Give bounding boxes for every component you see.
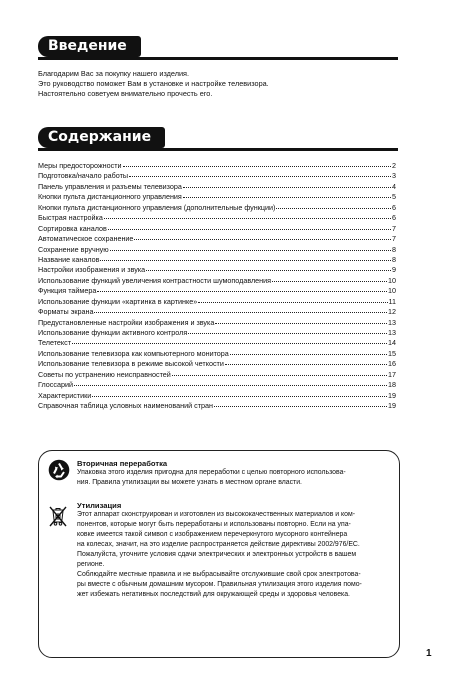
- recycling-line: Упаковка этого изделия пригодна для переработки с целью повторного использова-: [77, 469, 346, 476]
- toc-dot-leader: [146, 263, 391, 271]
- disposal-line: жет избежать негативных последствий для окружающей среды и здоровья человека.: [77, 591, 350, 598]
- toc-entry-page: 9: [392, 265, 396, 275]
- recycle-icon: [48, 459, 70, 481]
- toc-entry-title: Использование телевизора в режиме высокой четкости: [38, 359, 224, 369]
- toc-entry-page: 6: [392, 213, 396, 223]
- toc-entry-page: 7: [392, 234, 396, 244]
- toc-entry-title: Функция таймера: [38, 286, 97, 296]
- toc-dot-leader: [272, 274, 387, 282]
- disposal-line: регионе.: [77, 561, 105, 568]
- toc-dot-leader: [92, 389, 387, 397]
- disposal-line: Соблюдайте местные правила и не выбрасывайте отслужившие свой срок электротова-: [77, 571, 361, 578]
- toc-entry-page: 13: [388, 317, 396, 327]
- toc-entry-page: 3: [392, 171, 396, 181]
- toc-dot-leader: [123, 159, 391, 167]
- intro-line: Благодарим Вас за покупку нашего изделия.: [38, 69, 190, 78]
- toc-entry-title: Панель управления и разъемы телевизора: [38, 181, 182, 191]
- toc-entry-page: 12: [388, 307, 396, 317]
- disposal-line: ковке имеется такой символ с изображением перечеркнутого мусорного контейнера: [77, 531, 348, 538]
- toc-entry-title: Автоматическое сохранение: [38, 234, 134, 244]
- toc-entry-page: 6: [392, 202, 396, 212]
- environment-info-box: [38, 450, 400, 658]
- toc-entry-title: Кнопки пульта дистанционного управления: [38, 192, 182, 202]
- toc-dot-leader: [215, 316, 387, 324]
- toc-entry-title: Телетекст: [38, 338, 72, 348]
- toc-entry-title: Использование функции активного контроля: [38, 328, 188, 337]
- toc-dot-leader: [72, 336, 387, 344]
- toc-entry-title: Форматы экрана: [38, 307, 94, 317]
- toc-entry-title: Глоссарий: [38, 380, 73, 390]
- toc-dot-leader: [198, 295, 387, 303]
- toc-entry-page: 5: [392, 192, 396, 202]
- table-of-contents: [38, 160, 396, 411]
- toc-entry-title: Использование функций увеличения контрастности шумоподавления: [38, 275, 272, 285]
- toc-entry-page: 19: [388, 401, 396, 411]
- toc-entry-page: 10: [388, 275, 396, 285]
- toc-entry-page: 15: [388, 348, 396, 358]
- toc-entry-page: 17: [388, 369, 396, 379]
- toc-entry-page: 13: [388, 328, 396, 337]
- toc-entry-page: 11: [388, 296, 396, 306]
- toc-dot-leader: [134, 232, 391, 240]
- intro-line: Это руководство поможет Вам в установке и настройке телевизора.: [38, 79, 269, 89]
- toc-entry-page: 8: [392, 244, 396, 254]
- toc-dot-leader: [214, 399, 387, 407]
- toc-entry-title: Меры предосторожности: [38, 161, 122, 170]
- toc-entry-page: 4: [392, 181, 396, 191]
- toc-entry-page: 16: [388, 359, 396, 369]
- toc-dot-leader: [183, 190, 391, 198]
- disposal-line: Пожалуйста, уточните условия сдачи электрических и электронных устройств в вашем: [77, 551, 357, 558]
- toc-entry-title: Сохранение вручную: [38, 244, 109, 254]
- toc-dot-leader: [97, 284, 387, 292]
- toc-entry: [38, 400, 396, 410]
- disposal-line: Этот аппарат сконструирован и изготовлен из высококачественных материалов и ком-: [77, 511, 356, 518]
- disposal-line: ры вместе с обычным домашним мусором. Правильная утилизация этого изделия помо-: [77, 581, 362, 588]
- toc-entry-page: 18: [388, 380, 396, 390]
- toc-entry-page: 7: [392, 223, 396, 233]
- recycling-heading: Вторичная переработка: [77, 459, 168, 468]
- toc-entry-page: 8: [392, 254, 396, 264]
- toc-dot-leader: [74, 378, 387, 386]
- toc-dot-leader: [172, 368, 387, 376]
- disposal-line: понентов, которые могут быть переработаны и использованы повторно. Если на упа-: [77, 521, 351, 528]
- toc-dot-leader: [188, 326, 387, 334]
- toc-entry-title: Предустановленные настройки изображения и звука: [38, 317, 215, 327]
- toc-entry-title: Использование телевизора как компьютерного монитора: [38, 348, 229, 358]
- crossed-bin-icon: [48, 505, 68, 527]
- intro-heading: Введение: [38, 36, 141, 57]
- toc-entry-title: Кнопки пульта дистанционного управления (дополнительные функции): [38, 202, 276, 212]
- toc-entry-page: 2: [392, 161, 396, 170]
- toc-dot-leader: [230, 347, 387, 355]
- toc-entry-title: Сортировка каналов: [38, 223, 107, 233]
- toc-entry-title: Советы по устранению неисправностей: [38, 369, 171, 379]
- toc-dot-leader: [276, 201, 391, 209]
- toc-entry-title: Использование функции «картинка в картинке»: [38, 296, 198, 306]
- toc-entry-title: Быстрая настройка: [38, 213, 103, 223]
- page-number: 1: [426, 648, 432, 659]
- intro-heading-bar: [38, 36, 398, 60]
- recycling-line: ния. Правила утилизации вы можете узнать в местном органе власти.: [77, 479, 302, 486]
- toc-dot-leader: [129, 169, 391, 177]
- toc-entry-title: Справочная таблица условных наименований стран: [38, 401, 213, 411]
- toc-dot-leader: [225, 357, 387, 365]
- toc-dot-leader: [110, 243, 391, 251]
- toc-dot-leader: [94, 305, 387, 313]
- intro-line: Настоятельно советуем внимательно прочесть его.: [38, 89, 213, 99]
- toc-dot-leader: [100, 253, 391, 261]
- disposal-text: [77, 510, 395, 600]
- toc-entry-title: Характеристики: [38, 390, 92, 400]
- recycling-text: [77, 468, 395, 488]
- intro-text: [38, 69, 408, 100]
- toc-entry-page: 14: [388, 338, 396, 348]
- toc-dot-leader: [108, 222, 391, 230]
- contents-heading-bar: [38, 127, 398, 151]
- toc-entry-page: 10: [388, 286, 396, 296]
- toc-entry-page: 19: [388, 390, 396, 400]
- disposal-line: на колесах, значит, на это изделие распространяется действие директивы 2002/976/EC.: [77, 541, 360, 548]
- toc-dot-leader: [183, 180, 391, 188]
- toc-entry-title: Название каналов: [38, 254, 100, 264]
- toc-dot-leader: [104, 211, 391, 219]
- contents-heading: Содержание: [38, 127, 165, 148]
- disposal-heading: Утилизация: [77, 501, 122, 510]
- toc-entry-title: Настройки изображения и звука: [38, 265, 146, 275]
- toc-entry-title: Подготовка/начало работы: [38, 171, 129, 181]
